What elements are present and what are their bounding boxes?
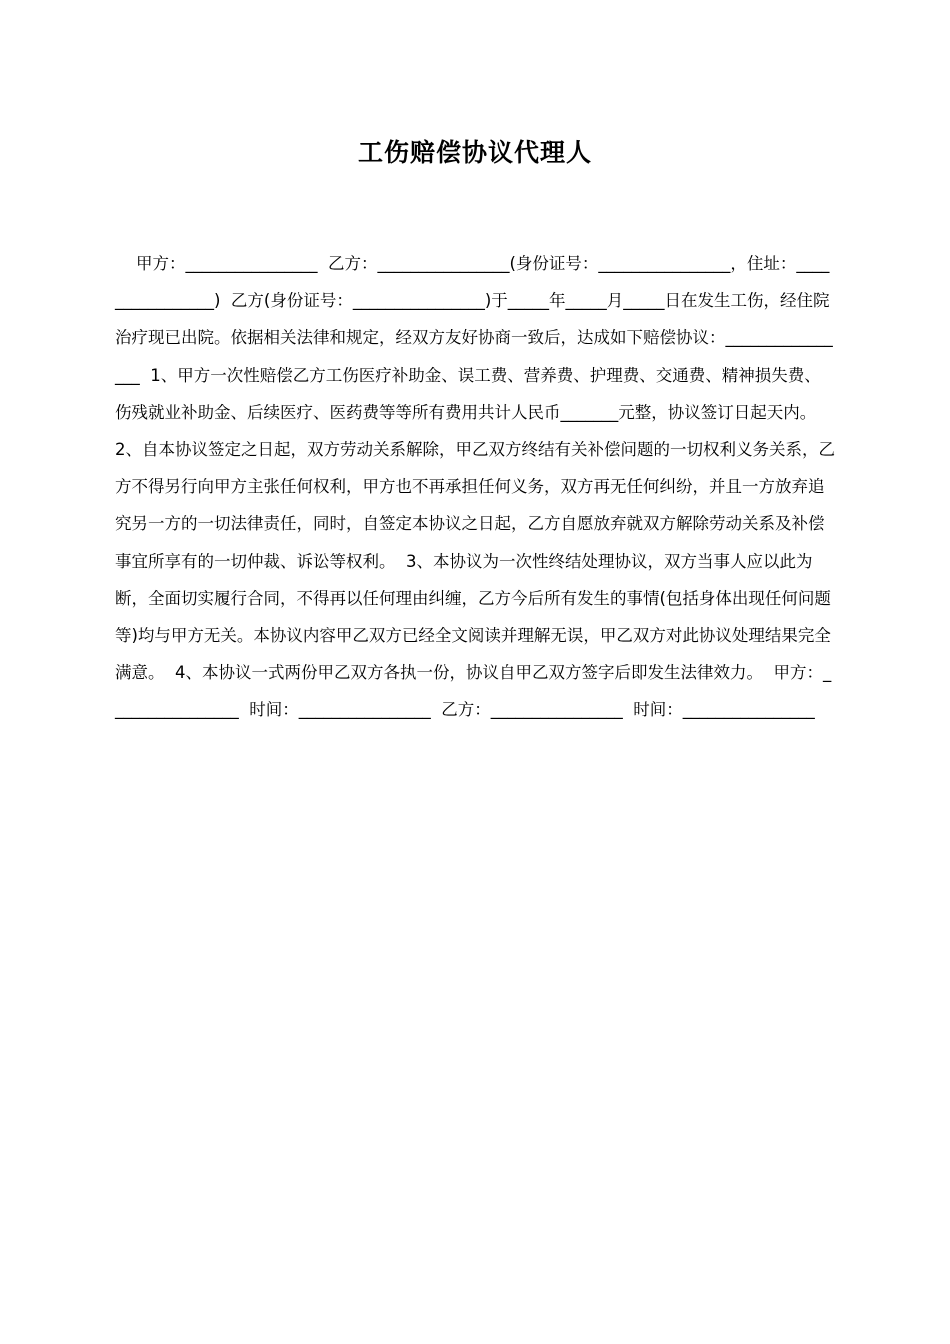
agreement-body: 甲方：________________ 乙方：________________(身份证号：________________，住址：________________) 乙方(身份证号：________________)于_____年_____月_____日在发生工伤，经住院治疗现已出院。依据相关法律和规定，经双方友好协商一致后，达成如下赔偿协议：________________ 1、甲方一次性赔偿乙方工伤医疗补助金、误工费、营养费、护理费、交通费、精神损失费、伤残就业补助金、后续医疗、医药费等等所有费用共计人民币_______元整，协议签订日起天内。 2、自本协议签定之日起，双方劳动关系解除，甲乙双方终结有关补偿问题的一切权利义务关系，乙方不得另行向甲方主张任何权利，甲方也不再承担任何义务，双方再无任何纠纷，并且一方放弃追究另一方的一切法律责任，同时，自签定本协议之日起，乙方自愿放弃就双方解除劳动关系及补偿事宜所享有的一切仲裁、诉讼等权利。 3、本协议为一次性终结处理协议，双方当事人应以此为断，全面切实履行合同，不得再以任何理由纠缠，乙方今后所有发生的事情(包括身体出现任何问题等)均与甲方无关。本协议内容甲乙双方已经全文阅读并理解无误，甲乙双方对此协议处理结果完全满意。 4、本协议一式两份甲乙双方各执一份，协议自甲乙双方签字后即发生法律效力。 甲方：________________ 时间：________________ 乙方：________________ 时间：________________ [115,254,835,720]
document-title: 工伤赔偿协议代理人 [357,138,592,167]
